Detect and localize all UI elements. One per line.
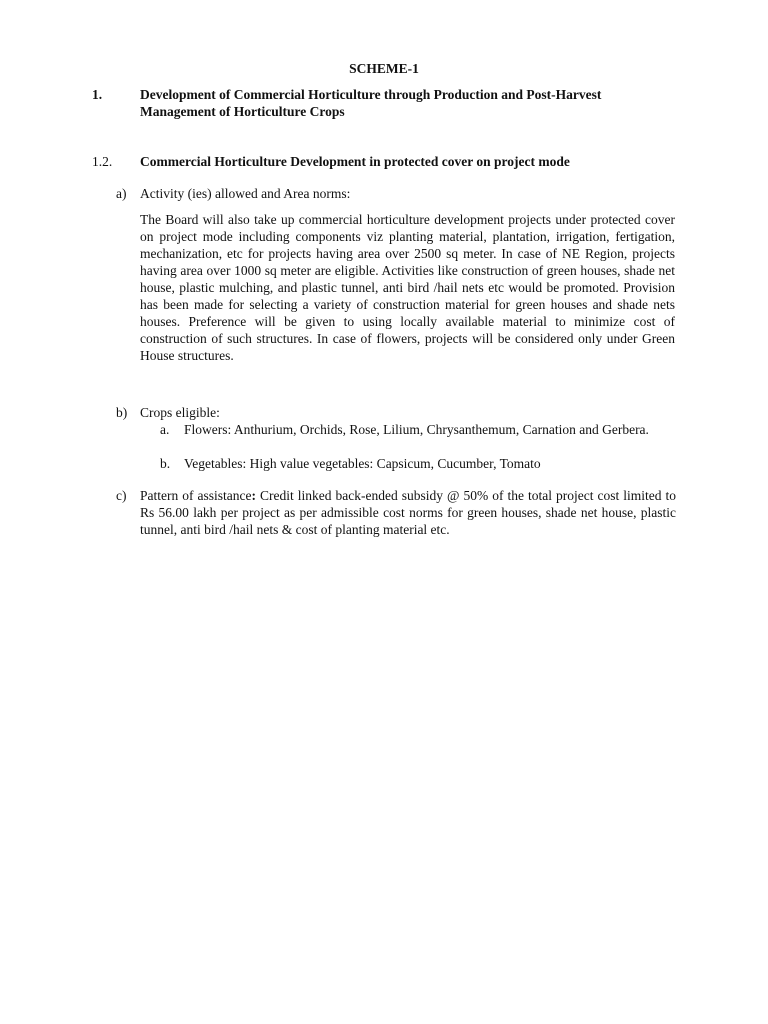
item-a-label: Activity (ies) allowed and Area norms: [140, 186, 351, 201]
section-1-2-title: Commercial Horticulture Development in protected cover on project mode [140, 154, 570, 169]
item-b-label: Crops eligible: [140, 405, 220, 420]
page-title: SCHEME-1 [349, 61, 419, 76]
item-c-colon: : [251, 488, 256, 503]
section-1-2-number: 1.2. [92, 154, 113, 169]
section-1-title: Development of Commercial Horticulture through Production and Post-Harvest Management of Horticulture Crops [140, 87, 602, 119]
item-a-paragraph: The Board will also take up commercial horticulture development projects under protected cover on project mode including components viz planting material, plantation, irrigation, fertigation, mechanization, etc for projects having area over 2500 sq meter. In case of NE Region, projects having area over 1000 sq meter are eligible. Activities like construction of green houses, shade net house, plastic mulching, and plastic tunnel, anti bird /hail nets etc would be promoted. Provision has been made for selecting a variety of construction material for green houses and shade nets houses. Preference will be given to using locally available material to minimize cost of construction of such structures. In case of flowers, projects will be considered only under Green House structures. [140, 212, 675, 363]
crops-vegetables-text: Vegetables: High value vegetables: Capsicum, Cucumber, Tomato [184, 456, 541, 471]
item-b-marker: b) [116, 405, 128, 420]
section-1-heading [92, 86, 676, 120]
item-a-marker: a) [116, 186, 127, 201]
section-1-number: 1. [92, 87, 103, 102]
sub-a-marker: a. [160, 422, 170, 437]
item-c-marker: c) [116, 488, 127, 503]
item-c-label: Pattern of assistance [140, 488, 252, 503]
item-c-text: Credit linked back-ended subsidy @ 50% of the total project cost limited to Rs 56.00 lakh per project as per admissible cost norms for green houses, shade net house, plastic tunnel, anti bird /hail nets & cost of planting material etc. [140, 488, 677, 537]
section-1-2-heading [92, 153, 676, 170]
sub-b-marker: b. [160, 456, 171, 471]
crops-flowers-text: Flowers: Anthurium, Orchids, Rose, Lilium, Chrysanthemum, Carnation and Gerbera. [184, 422, 649, 437]
item-c-body [140, 487, 676, 538]
